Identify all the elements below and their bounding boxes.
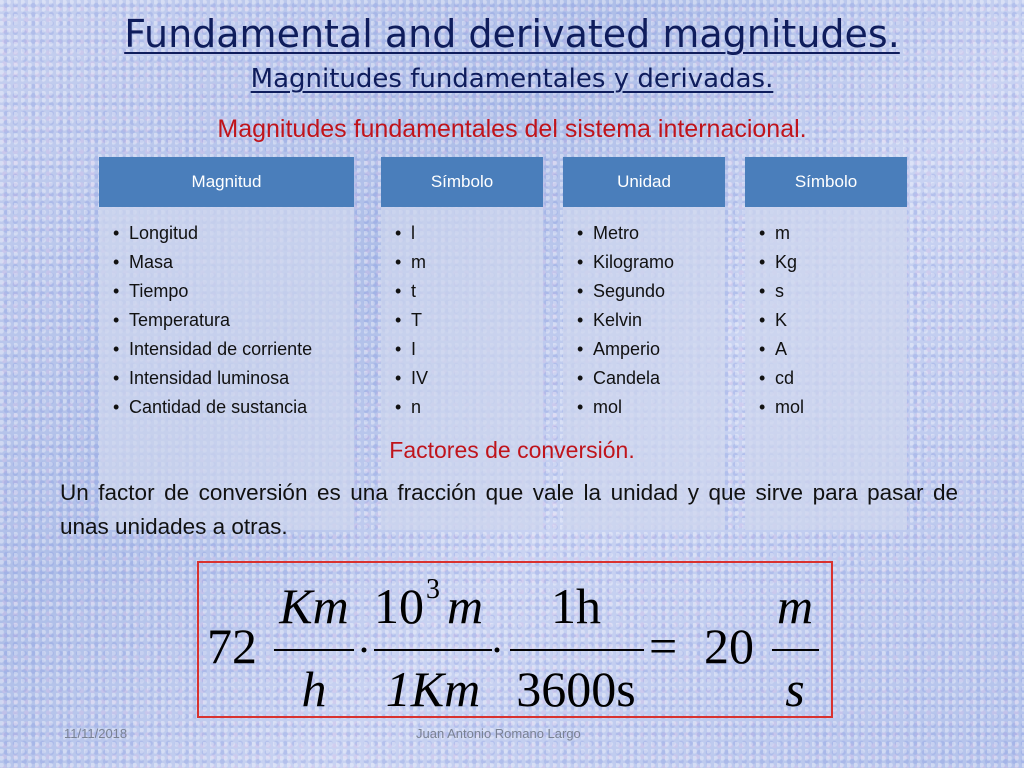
section-title: Magnitudes fundamentales del sistema internacional. [217, 115, 807, 143]
list-item: • m [395, 248, 543, 277]
list-item: • n [395, 393, 543, 422]
fraction2-numerator-unit: m [447, 578, 484, 634]
list-item: • A [759, 335, 907, 364]
list-item: • Kelvin [577, 306, 725, 335]
list-item: • Masa [113, 248, 354, 277]
conversion-text: Un factor de conversión es una fracción que vale la unidad y que sirve para pasar de unas unidades a otras. [60, 480, 958, 539]
result-denominator: s [785, 661, 805, 716]
list-item: • cd [759, 364, 907, 393]
simbolo-unidad-list [745, 219, 907, 422]
list-item: • I [395, 335, 543, 364]
unidad-list [563, 219, 725, 422]
footer-date: 11/11/2018 [64, 726, 128, 741]
footer-author: Juan Antonio Romano Largo [416, 726, 581, 741]
column-magnitud [99, 157, 354, 530]
main-title: Fundamental and derivated magnitudes. [124, 12, 900, 56]
list-item: • Amperio [577, 335, 725, 364]
list-item: • Intensidad de corriente [113, 335, 354, 364]
column-header: Símbolo [745, 157, 907, 207]
list-item: • Candela [577, 364, 725, 393]
fraction2-numerator-base: 10 [374, 578, 424, 634]
fraction2-numerator-exponent: 3 [426, 574, 440, 605]
list-item: • Segundo [577, 277, 725, 306]
list-item: • Tiempo [113, 277, 354, 306]
formula-svg [199, 563, 831, 716]
list-item: • t [395, 277, 543, 306]
fraction1-numerator: Km [279, 578, 349, 634]
multiply-dot [362, 648, 367, 653]
fraction2-denominator: 1Km [385, 661, 481, 716]
magnitud-list [99, 219, 354, 422]
conversion-title: Factores de conversión. [389, 437, 635, 463]
column-header: Unidad [563, 157, 725, 207]
result-numerator: m [776, 578, 814, 634]
formula-lead: 72 [207, 618, 257, 674]
sub-title: Magnitudes fundamentales y derivadas. [250, 64, 774, 94]
conversion-formula [197, 561, 833, 718]
list-item: • m [759, 219, 907, 248]
list-item: • Metro [577, 219, 725, 248]
list-item: • s [759, 277, 907, 306]
column-header: Símbolo [381, 157, 543, 207]
list-item: • Intensidad luminosa [113, 364, 354, 393]
multiply-dot [495, 648, 500, 653]
list-item: • IV [395, 364, 543, 393]
list-item: • Temperatura [113, 306, 354, 335]
fraction3-denominator: 3600s [516, 661, 636, 716]
fraction1-denominator: h [301, 661, 327, 716]
fraction3-numerator: 1h [551, 578, 601, 634]
simbolo-list [381, 219, 543, 422]
list-item: • l [395, 219, 543, 248]
list-item: • K [759, 306, 907, 335]
column-simbolo-unidad [745, 157, 907, 530]
column-header: Magnitud [99, 157, 354, 207]
column-simbolo [381, 157, 543, 530]
list-item: • Cantidad de sustancia [113, 393, 354, 422]
equals-sign: = [649, 618, 678, 674]
list-item: • T [395, 306, 543, 335]
list-item: • mol [759, 393, 907, 422]
column-unidad [563, 157, 725, 530]
list-item: • Kg [759, 248, 907, 277]
list-item: • Longitud [113, 219, 354, 248]
list-item: • mol [577, 393, 725, 422]
list-item: • Kilogramo [577, 248, 725, 277]
formula-result: 20 [704, 618, 754, 674]
